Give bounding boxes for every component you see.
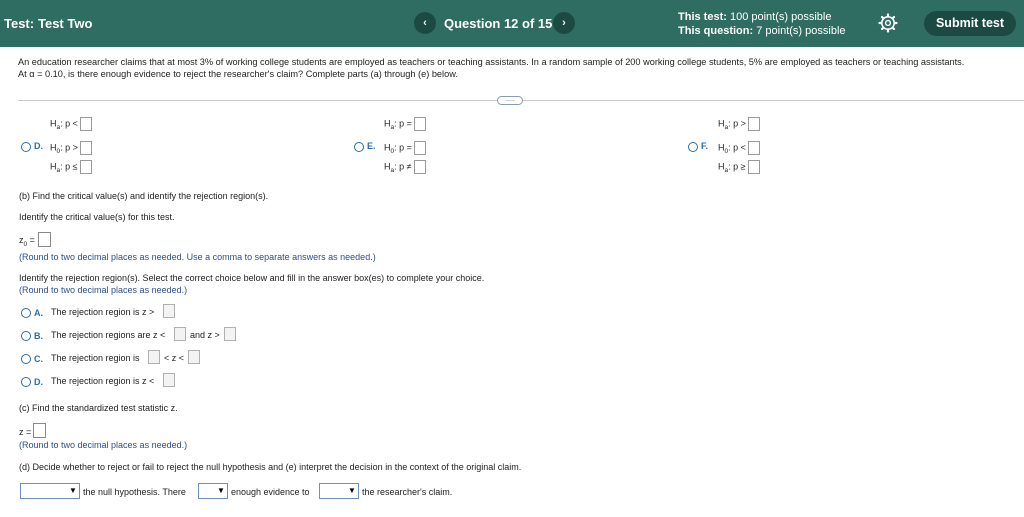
answer-box	[748, 117, 760, 131]
radio-choice-a[interactable]	[21, 308, 31, 318]
chevron-down-icon: ▼	[69, 486, 77, 495]
radio-choice-c[interactable]	[21, 354, 31, 364]
round-note-rejection: (Round to two decimal places as needed.)	[19, 285, 188, 295]
choice-d-letter: D.	[34, 377, 43, 387]
identify-rejection-region: Identify the rejection region(s). Select the correct choice below and fill in the answer box(es) to complete your choice.	[19, 273, 485, 283]
part-b-heading: (b) Find the critical value(s) and identify the rejection region(s).	[19, 191, 269, 201]
test-points	[678, 11, 831, 23]
radio-option-e[interactable]	[354, 142, 364, 152]
test-statistic-input[interactable]	[33, 423, 46, 438]
answer-box	[414, 160, 426, 174]
submit-test-button[interactable]: Submit test	[924, 11, 1016, 36]
choice-c-text: The rejection region is	[51, 353, 140, 363]
decision-text-1: the null hypothesis. There	[83, 487, 186, 497]
choice-b-input-1[interactable]	[174, 327, 186, 341]
option-f-letter: F.	[701, 141, 709, 151]
question-line-1: An education researcher claims that at most 3% of working college students are employed as teachers or teaching assistants. In a random sample of 200 working college students, 5% are employed as teachers or teaching assistants.	[18, 57, 965, 67]
previous-question-button[interactable]: ‹	[414, 12, 436, 34]
radio-choice-b[interactable]	[21, 331, 31, 341]
this-test-value: 100 point(s) possible	[729, 11, 832, 23]
answer-box	[748, 141, 760, 155]
question-text	[18, 56, 1018, 80]
choice-c-input-2[interactable]	[188, 350, 200, 364]
round-note-critical: (Round to two decimal places as needed. Use a comma to separate answers as needed.)	[19, 252, 376, 262]
this-question-label: This question:	[678, 25, 754, 37]
radio-option-f[interactable]	[688, 142, 698, 152]
settings-gear-icon[interactable]	[878, 13, 898, 33]
radio-choice-d[interactable]	[21, 377, 31, 387]
z0-label: $z_0$ =	[19, 235, 35, 248]
choice-b-text: The rejection regions are z <	[51, 330, 166, 340]
choice-c-input-1[interactable]	[148, 350, 160, 364]
part-d-heading: (d) Decide whether to reject or fail to reject the null hypothesis and (e) interpret the decision in the context of the original claim.	[19, 462, 522, 472]
answer-box	[748, 160, 760, 174]
decision-text-2: enough evidence to	[231, 487, 310, 497]
expand-button[interactable]: .....	[497, 96, 523, 105]
top-bar	[0, 0, 1024, 47]
choice-a-text: The rejection region is z >	[51, 307, 155, 317]
chevron-down-icon: ▼	[348, 486, 356, 495]
identify-critical-value: Identify the critical value(s) for this test.	[19, 212, 175, 222]
choice-c-letter: C.	[34, 354, 43, 364]
choice-b-letter: B.	[34, 331, 43, 341]
z-label: z =	[19, 427, 32, 437]
answer-box	[80, 141, 92, 155]
test-label: Test:	[4, 16, 35, 31]
radio-option-d[interactable]	[21, 142, 31, 152]
choice-b-mid: and z >	[190, 330, 220, 340]
answer-box	[414, 141, 426, 155]
choice-b-input-2[interactable]	[224, 327, 236, 341]
round-note-test-statistic: (Round to two decimal places as needed.)	[19, 440, 188, 450]
this-test-label: This test:	[678, 11, 727, 23]
this-question-value: 7 point(s) possible	[756, 25, 846, 37]
choice-d-text: The rejection region is z <	[51, 376, 155, 386]
evidence-dropdown[interactable]	[198, 483, 228, 499]
decision-text-3: the researcher's claim.	[362, 487, 453, 497]
claim-dropdown[interactable]	[319, 483, 359, 499]
test-name: Test Two	[38, 16, 93, 31]
critical-value-input[interactable]	[38, 232, 51, 247]
question-line-2: At α = 0.10, is there enough evidence to reject the researcher's claim? Complete parts (a) through (e) below.	[18, 69, 458, 79]
choice-c-mid: < z <	[164, 353, 185, 363]
part-c-heading: (c) Find the standardized test statistic z.	[19, 403, 178, 413]
next-question-button[interactable]: ›	[553, 12, 575, 34]
reject-decision-dropdown[interactable]	[20, 483, 80, 499]
choice-a-input[interactable]	[163, 304, 175, 318]
question-counter: Question 12 of 15	[444, 16, 553, 31]
answer-box	[414, 117, 426, 131]
answer-box	[80, 160, 92, 174]
option-e-letter: E.	[367, 141, 376, 151]
option-d-letter: D.	[34, 141, 43, 151]
answer-box	[80, 117, 92, 131]
chevron-down-icon: ▼	[217, 486, 225, 495]
choice-a-letter: A.	[34, 308, 43, 318]
question-points	[678, 25, 846, 37]
choice-d-input[interactable]	[163, 373, 175, 387]
